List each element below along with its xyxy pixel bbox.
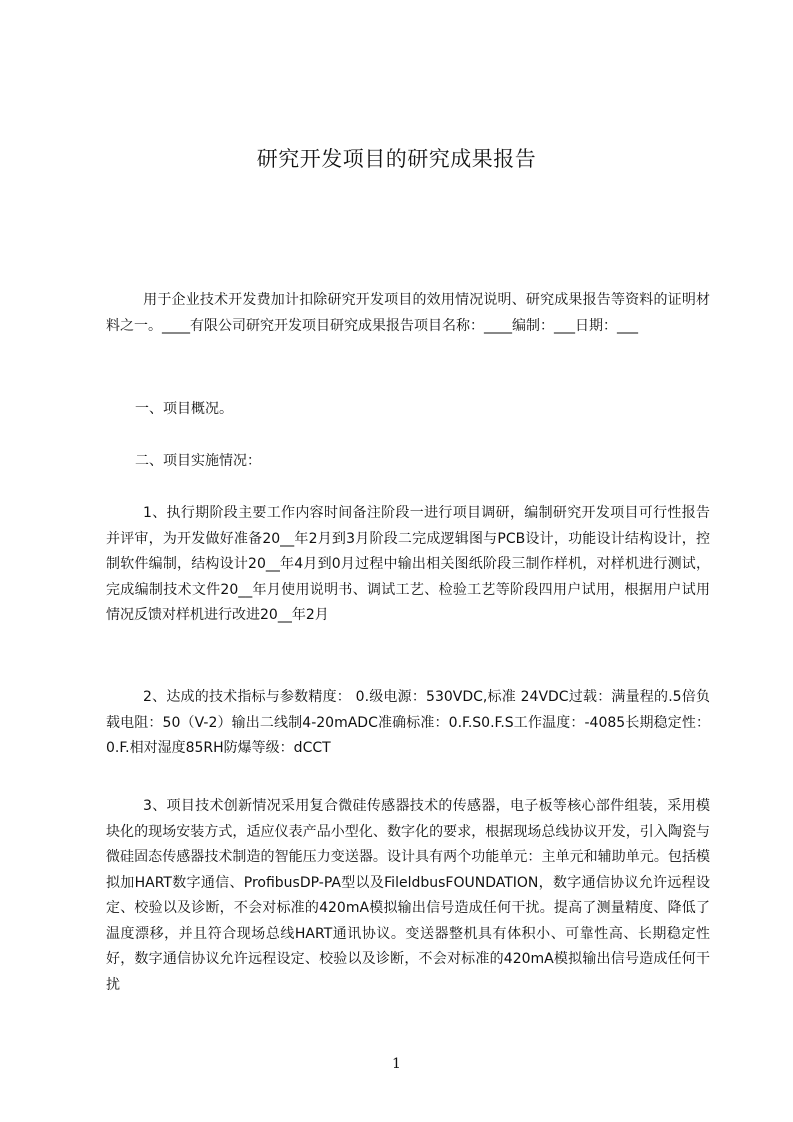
item2-text: 2、达成的技术指标与参数精度： 0.级电源：530VDC,标准 24VDC过载：满量程的.5倍负载电阻：50（V-2）输出二线制4-20mADC准确标准：0.F.S0.F.S工作温度：-4085长期稳定性：0.F.相对湿度85RH防爆等级：dCCT xyxy=(106,689,710,756)
item3-paragraph xyxy=(106,794,710,998)
section-heading-overview: 一、项目概况。 xyxy=(135,401,233,417)
section-heading-implementation: 二、项目实施情况： xyxy=(135,453,261,469)
page-number: 1 xyxy=(392,1056,401,1072)
item1-paragraph xyxy=(106,501,710,629)
intro-paragraph xyxy=(106,288,710,339)
document-title: 研究开发项目的研究成果报告 xyxy=(256,147,537,171)
item3-text: 3、项目技术创新情况采用复合微硅传感器技术的传感器，电子板等核心部件组装，采用模块化的现场安装方式，适应仪表产品小型化、数字化的要求，根据现场总线协议开发，引入陶瓷与微硅固态传感器技术制造的智能压力变送器。设计具有两个功能单元：主单元和辅助单元。包括模拟加HART数字通信、ProfibusDP-PA型以及FileldbusFOUNDATION，数字通信协议允许远程设定、校验以及诊断，不会对标准的420mA模拟输出信号造成任何干扰。提高了测量精度、降低了温度漂移，并且符合现场总线HART通讯协议。变送器整机具有体积小、可靠性高、长期稳定性好，数字通信协议允许远程设定、校验以及诊断，不会对标准的420mA模拟输出信号造成任何干扰 xyxy=(106,798,710,993)
item1-text: 1、执行期阶段主要工作内容时间备注阶段一进行项目调研，编制研究开发项目可行性报告并评审，为开发做好准备20__年2月到3月阶段二完成逻辑图与PCB设计，功能设计结构设计，控制软件编制，结构设计20__年4月到0月过程中输出相关图纸阶段三制作样机，对样机进行测试，完成编制技术文件20__年月使用说明书、调试工艺、检验工艺等阶段四用户试用，根据用户试用情况反馈对样机进行改进20__年2月 xyxy=(106,505,710,623)
intro-text: 用于企业技术开发费加计扣除研究开发项目的效用情况说明、研究成果报告等资料的证明材料之一。____有限公司研究开发项目研究成果报告项目名称：____编制：___日期：___ xyxy=(106,292,710,334)
item2-paragraph xyxy=(106,685,710,762)
